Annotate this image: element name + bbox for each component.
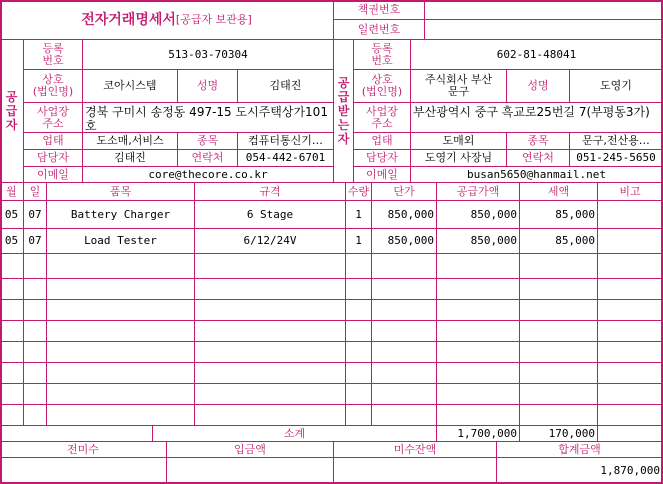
table-cell <box>24 279 47 300</box>
side-label-char: 받 <box>337 104 350 118</box>
receiver-company: 주식회사 부산 문구 <box>411 70 507 103</box>
side-label-char: 공 <box>337 76 350 90</box>
table-cell <box>346 384 372 405</box>
table-cell: 6 Stage <box>195 201 346 229</box>
table-cell <box>437 363 520 384</box>
supplier-email: core@thecore.co.kr <box>83 167 334 183</box>
table-cell <box>24 321 47 342</box>
subtotal-supply: 1,700,000 <box>437 426 520 442</box>
unpaid-label: 미수잔액 <box>334 442 497 458</box>
table-cell <box>520 405 598 426</box>
table-cell: 850,000 <box>372 201 437 229</box>
book-no-label: 책권번호 <box>334 0 425 20</box>
table-cell <box>195 405 346 426</box>
table-cell: Battery Charger <box>47 201 195 229</box>
receiver-side-label <box>334 40 354 183</box>
subtotal-blank-left <box>0 426 153 442</box>
table-cell <box>598 254 663 279</box>
table-cell <box>195 384 346 405</box>
table-cell: 85,000 <box>520 229 598 254</box>
table-cell <box>47 363 195 384</box>
table-cell: 07 <box>24 229 47 254</box>
table-cell: 1 <box>346 201 372 229</box>
table-cell <box>47 300 195 321</box>
table-cell <box>24 384 47 405</box>
table-cell <box>346 405 372 426</box>
supplier-company-label: 상호 (법인명) <box>24 70 83 103</box>
table-cell <box>47 279 195 300</box>
table-cell <box>24 363 47 384</box>
receiver-manager-label: 담당자 <box>354 150 411 167</box>
receiver-biz-type-label: 업태 <box>354 133 411 150</box>
table-cell <box>372 363 437 384</box>
subtotal-label: 소계 <box>153 426 437 442</box>
table-cell <box>598 279 663 300</box>
table-cell <box>520 384 598 405</box>
table-cell <box>0 342 24 363</box>
table-cell <box>437 405 520 426</box>
title-sub: [공급자 보관용] <box>175 12 252 26</box>
table-header-cell: 월 <box>0 183 24 201</box>
table-cell: 850,000 <box>372 229 437 254</box>
table-cell <box>598 363 663 384</box>
receiver-company-label: 상호 (법인명) <box>354 70 411 103</box>
table-cell <box>372 405 437 426</box>
serial-no-value <box>425 20 663 40</box>
table-cell <box>0 300 24 321</box>
side-label-char: 공 <box>5 90 18 104</box>
receiver-biz-type: 도매외 <box>411 133 507 150</box>
table-cell <box>520 342 598 363</box>
table-cell <box>24 300 47 321</box>
supplier-biz-type: 도소매,서비스 <box>83 133 178 150</box>
table-cell <box>0 363 24 384</box>
table-cell <box>195 342 346 363</box>
grand-total-value: 1,870,000 <box>497 458 663 484</box>
side-label-char: 자 <box>5 118 18 132</box>
table-cell <box>195 363 346 384</box>
side-label-char: 자 <box>337 132 350 146</box>
subtotal-blank-right <box>598 426 663 442</box>
supplier-manager: 김태진 <box>83 150 178 167</box>
table-cell <box>47 321 195 342</box>
table-cell <box>47 384 195 405</box>
serial-no-label: 일련번호 <box>334 20 425 40</box>
receiver-address: 부산광역시 중구 흑교로25번길 7(부평동3가) <box>411 103 663 133</box>
table-cell: 05 <box>0 229 24 254</box>
table-cell: 05 <box>0 201 24 229</box>
supplier-biz-item: 컴퓨터통신기… <box>238 133 334 150</box>
table-header-cell: 품목 <box>47 183 195 201</box>
title-main: 전자거래명세서 <box>81 11 176 28</box>
prev-balance-label: 전미수 <box>0 442 167 458</box>
side-label-char: 는 <box>337 118 350 132</box>
table-cell <box>195 254 346 279</box>
supplier-reg-no-label: 등록 번호 <box>24 40 83 70</box>
receiver-name: 도영기 <box>570 70 663 103</box>
table-cell <box>437 342 520 363</box>
receiver-contact: 051-245-5650 <box>570 150 663 167</box>
side-label-char: 급 <box>5 104 18 118</box>
unpaid-value <box>334 458 497 484</box>
receiver-email: busan5650@hanmail.net <box>411 167 663 183</box>
supplier-name-label: 성명 <box>178 70 238 103</box>
supplier-email-label: 이메일 <box>24 167 83 183</box>
table-cell: 1 <box>346 229 372 254</box>
table-cell <box>372 342 437 363</box>
supplier-manager-label: 담당자 <box>24 150 83 167</box>
table-cell <box>598 321 663 342</box>
table-cell <box>372 321 437 342</box>
table-cell <box>24 342 47 363</box>
table-cell: 850,000 <box>437 201 520 229</box>
table-cell <box>24 405 47 426</box>
table-cell <box>0 254 24 279</box>
table-cell <box>195 279 346 300</box>
supplier-contact-label: 연락처 <box>178 150 238 167</box>
table-cell <box>372 384 437 405</box>
table-cell: Load Tester <box>47 229 195 254</box>
table-cell <box>598 300 663 321</box>
supplier-address: 경북 구미시 송정동 497-15 도시주택상가101호 <box>83 103 334 133</box>
table-header-cell: 비고 <box>598 183 663 201</box>
table-cell: 85,000 <box>520 201 598 229</box>
receiver-address-label: 사업장 주소 <box>354 103 411 133</box>
table-cell <box>598 229 663 254</box>
supplier-biz-type-label: 업태 <box>24 133 83 150</box>
grand-total-label: 합계금액 <box>497 442 663 458</box>
table-cell <box>0 321 24 342</box>
deposit-label: 입금액 <box>167 442 334 458</box>
table-cell <box>195 321 346 342</box>
supplier-company: 코아시스템 <box>83 70 178 103</box>
table-cell <box>372 300 437 321</box>
table-header-cell: 일 <box>24 183 47 201</box>
table-cell <box>598 342 663 363</box>
table-cell <box>437 254 520 279</box>
table-cell <box>437 321 520 342</box>
table-cell <box>346 279 372 300</box>
table-cell <box>346 300 372 321</box>
table-cell <box>372 254 437 279</box>
table-cell <box>0 279 24 300</box>
table-cell <box>47 342 195 363</box>
receiver-manager: 도영기 사장님 <box>411 150 507 167</box>
table-cell <box>0 405 24 426</box>
receiver-contact-label: 연락처 <box>507 150 570 167</box>
table-cell <box>437 279 520 300</box>
side-label-char: 급 <box>337 90 350 104</box>
table-header-cell: 세액 <box>520 183 598 201</box>
book-no-value <box>425 0 663 20</box>
receiver-biz-item-label: 종목 <box>507 133 570 150</box>
table-header-cell: 규격 <box>195 183 346 201</box>
table-cell <box>520 279 598 300</box>
receiver-name-label: 성명 <box>507 70 570 103</box>
table-cell: 07 <box>24 201 47 229</box>
table-cell <box>195 300 346 321</box>
table-cell <box>520 363 598 384</box>
receiver-email-label: 이메일 <box>354 167 411 183</box>
prev-balance-value <box>0 458 167 484</box>
supplier-biz-item-label: 종목 <box>178 133 238 150</box>
table-cell <box>346 342 372 363</box>
table-cell <box>437 384 520 405</box>
table-cell <box>520 254 598 279</box>
table-cell <box>598 405 663 426</box>
receiver-reg-no: 602-81-48041 <box>411 40 663 70</box>
receiver-reg-no-label: 등록 번호 <box>354 40 411 70</box>
table-header-cell: 수량 <box>346 183 372 201</box>
table-cell <box>598 201 663 229</box>
table-cell <box>372 279 437 300</box>
table-cell <box>520 300 598 321</box>
subtotal-tax: 170,000 <box>520 426 598 442</box>
supplier-address-label: 사업장 주소 <box>24 103 83 133</box>
table-cell <box>0 384 24 405</box>
supplier-side-label <box>0 40 24 183</box>
table-cell <box>520 321 598 342</box>
table-cell <box>24 254 47 279</box>
table-cell <box>47 254 195 279</box>
table-header-cell: 공급가액 <box>437 183 520 201</box>
table-cell <box>437 300 520 321</box>
table-cell: 6/12/24V <box>195 229 346 254</box>
deposit-value <box>167 458 334 484</box>
supplier-contact: 054-442-6701 <box>238 150 334 167</box>
table-cell <box>598 384 663 405</box>
document-title <box>0 0 334 40</box>
table-cell <box>346 363 372 384</box>
table-cell <box>47 405 195 426</box>
receiver-biz-item: 문구,전산용… <box>570 133 663 150</box>
table-cell <box>346 254 372 279</box>
table-cell <box>346 321 372 342</box>
table-header-cell: 단가 <box>372 183 437 201</box>
supplier-reg-no: 513-03-70304 <box>83 40 334 70</box>
table-cell: 850,000 <box>437 229 520 254</box>
supplier-name: 김태진 <box>238 70 334 103</box>
